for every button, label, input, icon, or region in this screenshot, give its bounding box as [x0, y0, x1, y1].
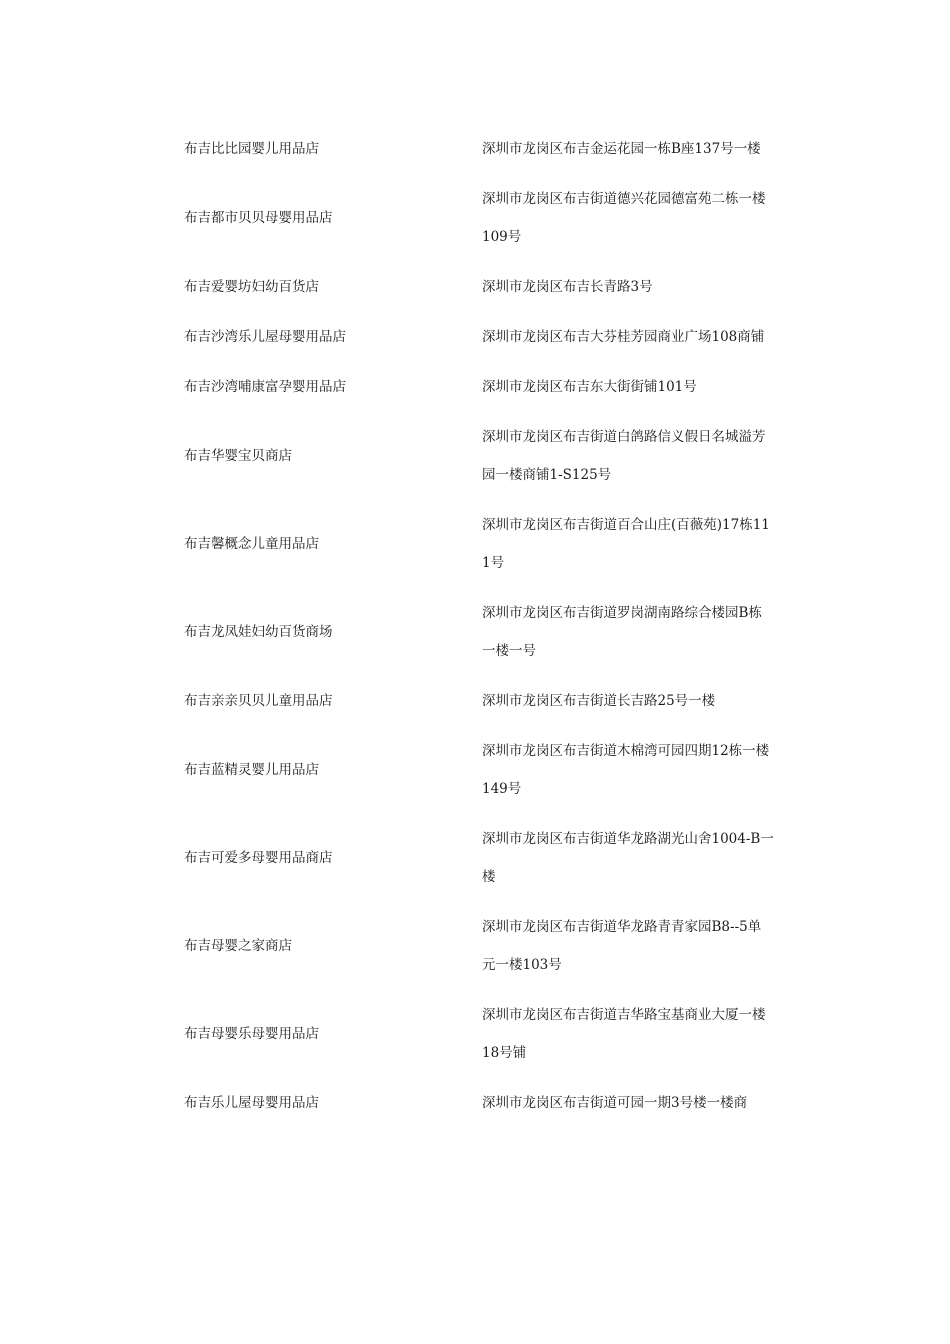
store-address: 深圳市龙岗区布吉街道木棉湾可园四期12栋一楼149号 [482, 743, 770, 797]
store-name: 布吉龙凤娃妇幼百货商场 [184, 624, 333, 640]
store-name: 布吉爱婴坊妇幼百货店 [184, 279, 319, 295]
store-name: 布吉华婴宝贝商店 [184, 448, 292, 464]
list-item [184, 1084, 784, 1122]
store-name: 布吉可爱多母婴用品商店 [184, 850, 333, 866]
list-item [184, 594, 784, 670]
store-address: 深圳市龙岗区布吉金运花园一栋B座137号一楼 [482, 141, 761, 157]
list-item [184, 682, 784, 720]
list-item [184, 996, 784, 1072]
store-list [184, 130, 784, 1134]
list-item [184, 732, 784, 808]
store-address: 深圳市龙岗区布吉街道长吉路25号一楼 [482, 693, 716, 709]
store-address: 深圳市龙岗区布吉街道华龙路青青家园B8--5单元一楼103号 [482, 919, 762, 973]
list-item [184, 418, 784, 494]
list-item [184, 268, 784, 306]
store-name: 布吉母婴之家商店 [184, 938, 292, 954]
store-address: 深圳市龙岗区布吉街道白鸽路信义假日名城溢芳园一楼商铺1-S125号 [482, 429, 766, 483]
store-name: 布吉比比园婴儿用品店 [184, 141, 319, 157]
store-name: 布吉都市贝贝母婴用品店 [184, 210, 333, 226]
store-address: 深圳市龙岗区布吉街道可园一期3号楼一楼商 [482, 1095, 748, 1111]
store-name: 布吉亲亲贝贝儿童用品店 [184, 693, 333, 709]
store-name: 布吉母婴乐母婴用品店 [184, 1026, 319, 1042]
store-address: 深圳市龙岗区布吉街道吉华路宝基商业大厦一楼18号铺 [482, 1007, 766, 1061]
store-address: 深圳市龙岗区布吉长青路3号 [482, 279, 653, 295]
list-item [184, 318, 784, 356]
store-name: 布吉蓝精灵婴儿用品店 [184, 762, 319, 778]
list-item [184, 180, 784, 256]
store-address: 深圳市龙岗区布吉街道百合山庄(百薇苑)17栋111号 [482, 517, 770, 571]
store-address: 深圳市龙岗区布吉街道华龙路湖光山舍1004-B一楼 [482, 831, 774, 885]
list-item [184, 506, 784, 582]
store-address: 深圳市龙岗区布吉街道罗岗湖南路综合楼园B栋一楼一号 [482, 605, 762, 659]
store-address: 深圳市龙岗区布吉大芬桂芳园商业广场108商铺 [482, 329, 765, 345]
store-name: 布吉沙湾乐儿屋母婴用品店 [184, 329, 346, 345]
store-name: 布吉乐儿屋母婴用品店 [184, 1095, 319, 1111]
list-item [184, 130, 784, 168]
store-name: 布吉沙湾哺康富孕婴用品店 [184, 379, 346, 395]
store-address: 深圳市龙岗区布吉东大街街铺101号 [482, 379, 697, 395]
list-item [184, 908, 784, 984]
list-item [184, 820, 784, 896]
store-name: 布吉馨概念儿童用品店 [184, 536, 319, 552]
list-item [184, 368, 784, 406]
store-address: 深圳市龙岗区布吉街道德兴花园德富苑二栋一楼109号 [482, 191, 766, 245]
